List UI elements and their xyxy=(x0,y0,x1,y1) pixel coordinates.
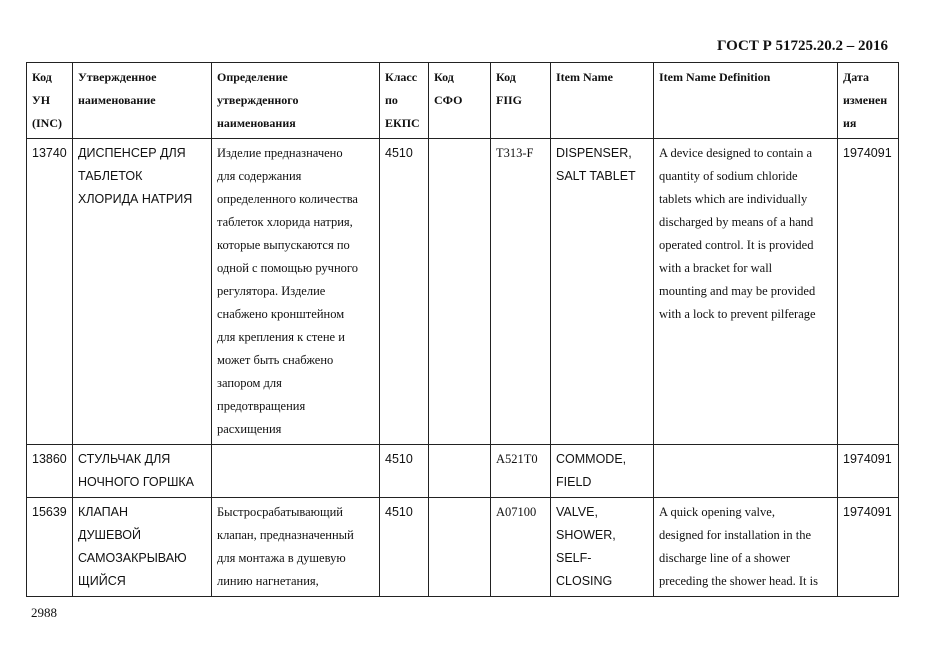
cell-definition xyxy=(212,445,380,498)
cell-approved-name: СТУЛЬЧАК ДЛЯ НОЧНОГО ГОРШКА xyxy=(73,445,212,498)
header-approved-name: Утвержденное наименование xyxy=(73,63,212,139)
cell-definition: Изделие предназначено для содержания определенного количества таблеток хлорида натрия, которые выпускаются по одной с помощью ручного регулятора. Изделие снабжено кронштейном для крепления к стене и может быть снабжено запором для предотвращения расхищения xyxy=(212,139,380,445)
table-row xyxy=(27,498,899,597)
cell-approved-name: ДИСПЕНСЕР ДЛЯ ТАБЛЕТОК ХЛОРИДА НАТРИЯ xyxy=(73,139,212,445)
page-number: 2988 xyxy=(31,605,57,620)
header-item-name: Item Name xyxy=(551,63,654,139)
header-item-name-definition: Item Name Definition xyxy=(654,63,838,139)
header-change-date: Дата изменен ия xyxy=(838,63,899,139)
cell-inc: 13860 xyxy=(27,445,73,498)
header-inc-code: Код УН (INC) xyxy=(27,63,73,139)
cell-inc: 15639 xyxy=(27,498,73,597)
cell-item-name: VALVE, SHOWER, SELF- CLOSING xyxy=(551,498,654,597)
cell-date: 1974091 xyxy=(838,139,899,445)
cell-item-name: COMMODE, FIELD xyxy=(551,445,654,498)
cell-class: 4510 xyxy=(380,498,429,597)
cell-sfo xyxy=(429,139,491,445)
items-table xyxy=(26,62,899,597)
cell-item-definition: A device designed to contain a quantity of sodium chloride tablets which are individually discharged by means of a hand operated control. It is provided with a bracket for wall mounting and may be provided with a lock to prevent pilferage xyxy=(654,139,838,445)
cell-fiig: T313-F xyxy=(491,139,551,445)
cell-fiig: A521T0 xyxy=(491,445,551,498)
cell-date: 1974091 xyxy=(838,445,899,498)
header-sfo-code: Код СФО xyxy=(429,63,491,139)
header-fiig-code: Код FIIG xyxy=(491,63,551,139)
cell-item-definition xyxy=(654,445,838,498)
cell-sfo xyxy=(429,498,491,597)
cell-date: 1974091 xyxy=(838,498,899,597)
cell-approved-name: КЛАПАН ДУШЕВОЙ САМОЗАКРЫВАЮ ЩИЙСЯ xyxy=(73,498,212,597)
cell-item-name: DISPENSER, SALT TABLET xyxy=(551,139,654,445)
cell-inc: 13740 xyxy=(27,139,73,445)
cell-class: 4510 xyxy=(380,445,429,498)
cell-item-definition: A quick opening valve, designed for installation in the discharge line of a shower preceding the shower head. It is xyxy=(654,498,838,597)
cell-class: 4510 xyxy=(380,139,429,445)
header-name-definition: Определение утвержденного наименования xyxy=(212,63,380,139)
cell-definition: Быстросрабатывающий клапан, предназначенный для монтажа в душевую линию нагнетания, xyxy=(212,498,380,597)
header-ekps-class: Класс по ЕКПС xyxy=(380,63,429,139)
table-header-row xyxy=(27,63,899,139)
document-header: ГОСТ Р 51725.20.2 – 2016 xyxy=(716,38,888,54)
cell-fiig: A07100 xyxy=(491,498,551,597)
table-row xyxy=(27,139,899,445)
table-row xyxy=(27,445,899,498)
cell-sfo xyxy=(429,445,491,498)
